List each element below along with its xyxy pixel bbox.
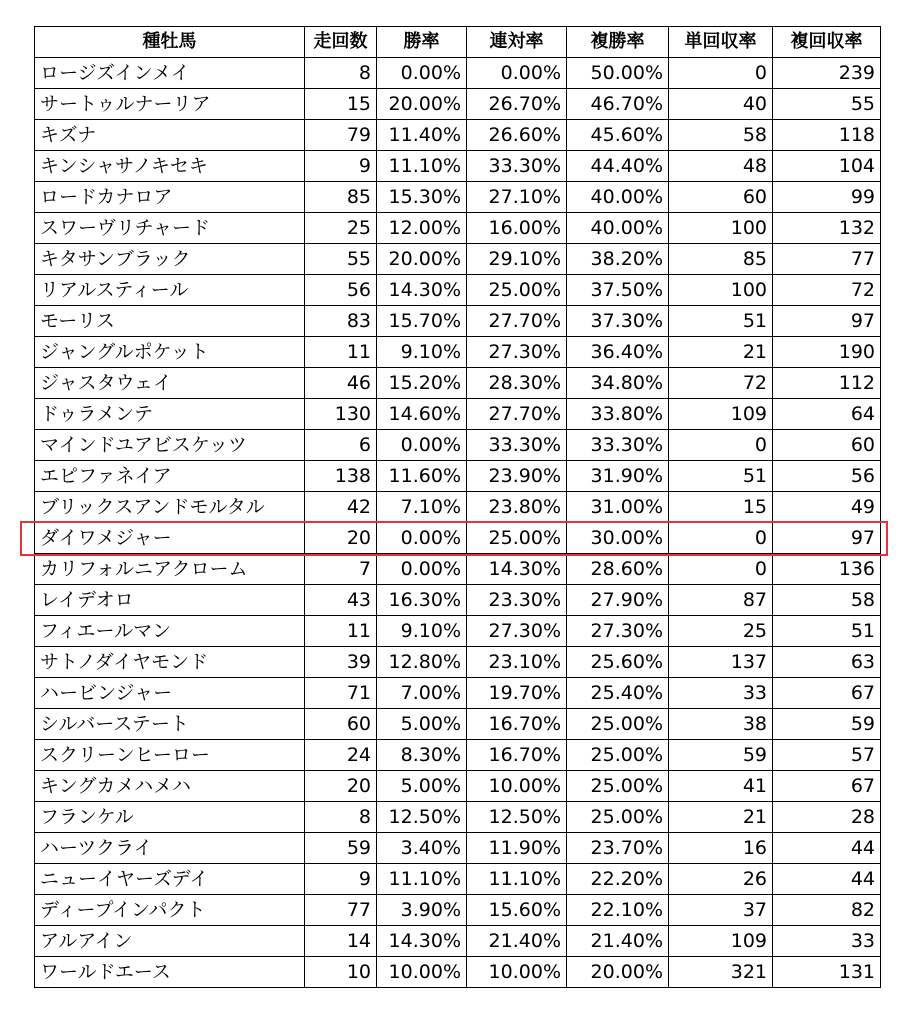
table-body [35, 58, 881, 988]
top3-rate-cell: 33.30% [567, 430, 669, 461]
top3-rate-cell: 50.00% [567, 58, 669, 89]
runs-cell: 20 [305, 771, 377, 802]
sire-name-cell: ジャスタウェイ [35, 368, 305, 399]
runs-cell: 8 [305, 802, 377, 833]
win-return-cell: 60 [669, 182, 773, 213]
table-row [35, 306, 881, 337]
runs-cell: 9 [305, 864, 377, 895]
table-row [35, 523, 881, 554]
top2-rate-cell: 12.50% [467, 802, 567, 833]
top2-rate-cell: 16.70% [467, 709, 567, 740]
top2-rate-cell: 23.30% [467, 585, 567, 616]
top3-rate-cell: 37.30% [567, 306, 669, 337]
win-rate-cell: 9.10% [377, 616, 467, 647]
top2-rate-cell: 10.00% [467, 957, 567, 988]
sire-name-cell: ロージズインメイ [35, 58, 305, 89]
top3-rate-cell: 25.00% [567, 802, 669, 833]
top3-rate-cell: 27.90% [567, 585, 669, 616]
sire-name-cell: ドゥラメンテ [35, 399, 305, 430]
win-rate-cell: 20.00% [377, 89, 467, 120]
top3-rate-cell: 25.60% [567, 647, 669, 678]
top3-rate-cell: 28.60% [567, 554, 669, 585]
top2-rate-cell: 19.70% [467, 678, 567, 709]
place-return-cell: 63 [773, 647, 881, 678]
win-rate-cell: 3.40% [377, 833, 467, 864]
win-return-cell: 26 [669, 864, 773, 895]
table-row [35, 182, 881, 213]
win-rate-cell: 11.10% [377, 151, 467, 182]
place-return-cell: 44 [773, 833, 881, 864]
header-row [35, 27, 881, 58]
sire-name-cell: レイデオロ [35, 585, 305, 616]
top3-rate-cell: 22.20% [567, 864, 669, 895]
table-row [35, 864, 881, 895]
win-rate-cell: 7.00% [377, 678, 467, 709]
place-return-cell: 33 [773, 926, 881, 957]
runs-cell: 24 [305, 740, 377, 771]
runs-cell: 11 [305, 337, 377, 368]
place-return-cell: 49 [773, 492, 881, 523]
place-return-cell: 28 [773, 802, 881, 833]
sire-name-cell: ディープインパクト [35, 895, 305, 926]
sire-name-cell: ロードカナロア [35, 182, 305, 213]
top2-rate-cell: 25.00% [467, 275, 567, 306]
sire-name-cell: ハーツクライ [35, 833, 305, 864]
win-rate-cell: 7.10% [377, 492, 467, 523]
runs-cell: 71 [305, 678, 377, 709]
top3-rate-cell: 34.80% [567, 368, 669, 399]
top3-rate-cell: 20.00% [567, 957, 669, 988]
sire-name-cell: エピファネイア [35, 461, 305, 492]
runs-cell: 83 [305, 306, 377, 337]
table-row [35, 771, 881, 802]
top2-rate-cell: 33.30% [467, 151, 567, 182]
table-header [35, 27, 881, 58]
sire-name-cell: マインドユアビスケッツ [35, 430, 305, 461]
top3-rate-cell: 25.00% [567, 771, 669, 802]
sire-name-cell: ハービンジャー [35, 678, 305, 709]
runs-cell: 15 [305, 89, 377, 120]
win-return-cell: 51 [669, 461, 773, 492]
table-row [35, 399, 881, 430]
place-return-cell: 58 [773, 585, 881, 616]
place-return-cell: 82 [773, 895, 881, 926]
win-rate-cell: 0.00% [377, 58, 467, 89]
win-rate-cell: 14.30% [377, 275, 467, 306]
win-return-cell: 58 [669, 120, 773, 151]
sire-name-cell: アルアイン [35, 926, 305, 957]
top2-rate-cell: 21.40% [467, 926, 567, 957]
sire-name-cell: キンシャサノキセキ [35, 151, 305, 182]
header-win-rate: 勝率 [377, 27, 467, 58]
top2-rate-cell: 23.90% [467, 461, 567, 492]
runs-cell: 8 [305, 58, 377, 89]
runs-cell: 55 [305, 244, 377, 275]
win-rate-cell: 15.20% [377, 368, 467, 399]
runs-cell: 42 [305, 492, 377, 523]
win-return-cell: 25 [669, 616, 773, 647]
win-rate-cell: 9.10% [377, 337, 467, 368]
runs-cell: 14 [305, 926, 377, 957]
top3-rate-cell: 45.60% [567, 120, 669, 151]
win-rate-cell: 15.30% [377, 182, 467, 213]
sire-name-cell: ジャングルポケット [35, 337, 305, 368]
win-return-cell: 41 [669, 771, 773, 802]
top3-rate-cell: 27.30% [567, 616, 669, 647]
place-return-cell: 67 [773, 771, 881, 802]
place-return-cell: 97 [773, 523, 881, 554]
table-row [35, 275, 881, 306]
top3-rate-cell: 31.00% [567, 492, 669, 523]
sire-name-cell: キズナ [35, 120, 305, 151]
win-return-cell: 48 [669, 151, 773, 182]
place-return-cell: 97 [773, 306, 881, 337]
sire-name-cell: スクリーンヒーロー [35, 740, 305, 771]
top3-rate-cell: 25.40% [567, 678, 669, 709]
table-row [35, 151, 881, 182]
top2-rate-cell: 16.00% [467, 213, 567, 244]
table-row [35, 554, 881, 585]
win-return-cell: 40 [669, 89, 773, 120]
table-row [35, 213, 881, 244]
runs-cell: 138 [305, 461, 377, 492]
top3-rate-cell: 21.40% [567, 926, 669, 957]
header-place-return: 複回収率 [773, 27, 881, 58]
top2-rate-cell: 26.70% [467, 89, 567, 120]
sire-name-cell: ニューイヤーズデイ [35, 864, 305, 895]
top3-rate-cell: 46.70% [567, 89, 669, 120]
runs-cell: 59 [305, 833, 377, 864]
top3-rate-cell: 25.00% [567, 740, 669, 771]
win-return-cell: 109 [669, 399, 773, 430]
top3-rate-cell: 36.40% [567, 337, 669, 368]
win-rate-cell: 0.00% [377, 430, 467, 461]
place-return-cell: 72 [773, 275, 881, 306]
win-return-cell: 21 [669, 337, 773, 368]
runs-cell: 6 [305, 430, 377, 461]
win-rate-cell: 10.00% [377, 957, 467, 988]
place-return-cell: 131 [773, 957, 881, 988]
runs-cell: 10 [305, 957, 377, 988]
header-runs: 走回数 [305, 27, 377, 58]
win-rate-cell: 3.90% [377, 895, 467, 926]
runs-cell: 56 [305, 275, 377, 306]
win-return-cell: 59 [669, 740, 773, 771]
runs-cell: 43 [305, 585, 377, 616]
sire-name-cell: ワールドエース [35, 957, 305, 988]
win-return-cell: 15 [669, 492, 773, 523]
place-return-cell: 56 [773, 461, 881, 492]
win-return-cell: 16 [669, 833, 773, 864]
place-return-cell: 57 [773, 740, 881, 771]
sire-name-cell: カリフォルニアクローム [35, 554, 305, 585]
win-return-cell: 33 [669, 678, 773, 709]
top2-rate-cell: 29.10% [467, 244, 567, 275]
win-rate-cell: 5.00% [377, 771, 467, 802]
sire-name-cell: モーリス [35, 306, 305, 337]
runs-cell: 77 [305, 895, 377, 926]
sire-stats-table [34, 26, 881, 988]
top3-rate-cell: 25.00% [567, 709, 669, 740]
runs-cell: 20 [305, 523, 377, 554]
top2-rate-cell: 14.30% [467, 554, 567, 585]
place-return-cell: 239 [773, 58, 881, 89]
win-return-cell: 100 [669, 213, 773, 244]
table-row [35, 430, 881, 461]
win-return-cell: 72 [669, 368, 773, 399]
runs-cell: 79 [305, 120, 377, 151]
runs-cell: 9 [305, 151, 377, 182]
top2-rate-cell: 23.80% [467, 492, 567, 523]
win-return-cell: 85 [669, 244, 773, 275]
place-return-cell: 60 [773, 430, 881, 461]
table-row [35, 461, 881, 492]
table-row [35, 585, 881, 616]
runs-cell: 85 [305, 182, 377, 213]
place-return-cell: 64 [773, 399, 881, 430]
sire-name-cell: キングカメハメハ [35, 771, 305, 802]
place-return-cell: 77 [773, 244, 881, 275]
runs-cell: 25 [305, 213, 377, 244]
place-return-cell: 136 [773, 554, 881, 585]
win-return-cell: 21 [669, 802, 773, 833]
sire-name-cell: ダイワメジャー [35, 523, 305, 554]
sire-name-cell: スワーヴリチャード [35, 213, 305, 244]
sire-name-cell: サートゥルナーリア [35, 89, 305, 120]
top3-rate-cell: 44.40% [567, 151, 669, 182]
win-rate-cell: 8.30% [377, 740, 467, 771]
win-return-cell: 109 [669, 926, 773, 957]
sire-name-cell: リアルスティール [35, 275, 305, 306]
win-return-cell: 0 [669, 58, 773, 89]
table-row [35, 492, 881, 523]
table-row [35, 120, 881, 151]
top3-rate-cell: 30.00% [567, 523, 669, 554]
place-return-cell: 51 [773, 616, 881, 647]
top2-rate-cell: 27.10% [467, 182, 567, 213]
runs-cell: 130 [305, 399, 377, 430]
top2-rate-cell: 16.70% [467, 740, 567, 771]
place-return-cell: 104 [773, 151, 881, 182]
win-return-cell: 321 [669, 957, 773, 988]
top3-rate-cell: 23.70% [567, 833, 669, 864]
place-return-cell: 44 [773, 864, 881, 895]
top3-rate-cell: 40.00% [567, 213, 669, 244]
table-row [35, 926, 881, 957]
table-row [35, 89, 881, 120]
top2-rate-cell: 11.10% [467, 864, 567, 895]
win-return-cell: 87 [669, 585, 773, 616]
top3-rate-cell: 22.10% [567, 895, 669, 926]
top2-rate-cell: 27.30% [467, 337, 567, 368]
top2-rate-cell: 23.10% [467, 647, 567, 678]
top3-rate-cell: 33.80% [567, 399, 669, 430]
sire-name-cell: キタサンブラック [35, 244, 305, 275]
runs-cell: 39 [305, 647, 377, 678]
table-row [35, 740, 881, 771]
top2-rate-cell: 26.60% [467, 120, 567, 151]
win-rate-cell: 12.50% [377, 802, 467, 833]
header-top2-rate: 連対率 [467, 27, 567, 58]
win-return-cell: 38 [669, 709, 773, 740]
table-row [35, 58, 881, 89]
sire-name-cell: サトノダイヤモンド [35, 647, 305, 678]
place-return-cell: 132 [773, 213, 881, 244]
win-return-cell: 0 [669, 523, 773, 554]
win-rate-cell: 11.10% [377, 864, 467, 895]
runs-cell: 46 [305, 368, 377, 399]
top3-rate-cell: 40.00% [567, 182, 669, 213]
top3-rate-cell: 38.20% [567, 244, 669, 275]
win-rate-cell: 5.00% [377, 709, 467, 740]
win-rate-cell: 0.00% [377, 523, 467, 554]
runs-cell: 60 [305, 709, 377, 740]
place-return-cell: 190 [773, 337, 881, 368]
win-return-cell: 0 [669, 554, 773, 585]
win-rate-cell: 0.00% [377, 554, 467, 585]
top2-rate-cell: 0.00% [467, 58, 567, 89]
table-row [35, 802, 881, 833]
sire-name-cell: フランケル [35, 802, 305, 833]
table-row [35, 833, 881, 864]
runs-cell: 7 [305, 554, 377, 585]
top2-rate-cell: 27.70% [467, 399, 567, 430]
win-return-cell: 51 [669, 306, 773, 337]
table-row [35, 368, 881, 399]
win-rate-cell: 12.00% [377, 213, 467, 244]
table-row [35, 647, 881, 678]
sire-name-cell: フィエールマン [35, 616, 305, 647]
top3-rate-cell: 37.50% [567, 275, 669, 306]
table-row [35, 957, 881, 988]
table-row [35, 616, 881, 647]
win-rate-cell: 20.00% [377, 244, 467, 275]
table-row [35, 895, 881, 926]
table-row [35, 678, 881, 709]
win-rate-cell: 14.30% [377, 926, 467, 957]
win-return-cell: 137 [669, 647, 773, 678]
top2-rate-cell: 27.70% [467, 306, 567, 337]
runs-cell: 11 [305, 616, 377, 647]
top2-rate-cell: 33.30% [467, 430, 567, 461]
place-return-cell: 67 [773, 678, 881, 709]
top2-rate-cell: 28.30% [467, 368, 567, 399]
place-return-cell: 55 [773, 89, 881, 120]
table-row [35, 244, 881, 275]
top2-rate-cell: 25.00% [467, 523, 567, 554]
top3-rate-cell: 31.90% [567, 461, 669, 492]
win-rate-cell: 11.60% [377, 461, 467, 492]
sire-name-cell: シルバーステート [35, 709, 305, 740]
win-return-cell: 0 [669, 430, 773, 461]
top2-rate-cell: 10.00% [467, 771, 567, 802]
win-return-cell: 37 [669, 895, 773, 926]
win-rate-cell: 11.40% [377, 120, 467, 151]
top2-rate-cell: 27.30% [467, 616, 567, 647]
header-win-return: 単回収率 [669, 27, 773, 58]
win-rate-cell: 16.30% [377, 585, 467, 616]
win-return-cell: 100 [669, 275, 773, 306]
table-row [35, 709, 881, 740]
sire-name-cell: ブリックスアンドモルタル [35, 492, 305, 523]
top2-rate-cell: 15.60% [467, 895, 567, 926]
header-sire: 種牡馬 [35, 27, 305, 58]
win-rate-cell: 14.60% [377, 399, 467, 430]
win-rate-cell: 15.70% [377, 306, 467, 337]
table-row [35, 337, 881, 368]
place-return-cell: 118 [773, 120, 881, 151]
place-return-cell: 112 [773, 368, 881, 399]
place-return-cell: 59 [773, 709, 881, 740]
place-return-cell: 99 [773, 182, 881, 213]
win-rate-cell: 12.80% [377, 647, 467, 678]
header-top3-rate: 複勝率 [567, 27, 669, 58]
top2-rate-cell: 11.90% [467, 833, 567, 864]
